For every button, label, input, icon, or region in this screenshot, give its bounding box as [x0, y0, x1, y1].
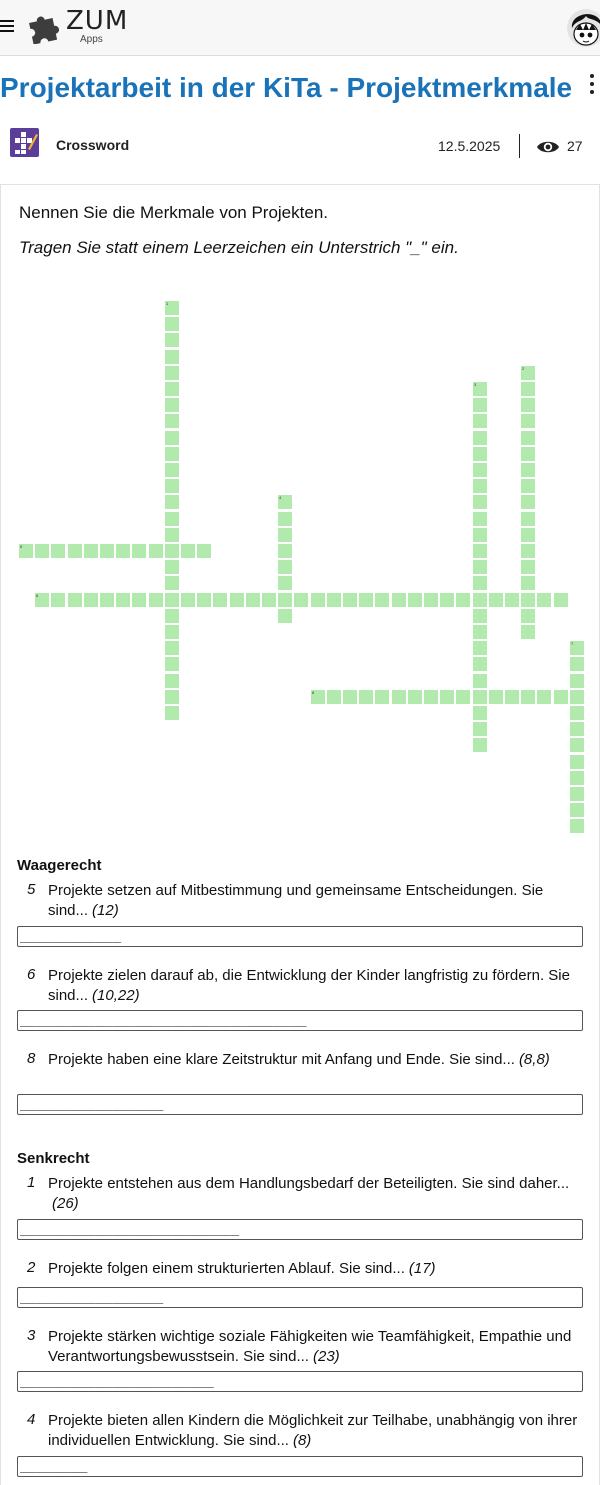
crossword-cell[interactable] — [165, 366, 179, 380]
crossword-cell[interactable] — [262, 593, 276, 607]
crossword-cell[interactable] — [473, 625, 487, 639]
crossword-type-icon — [10, 128, 39, 157]
crossword-cell[interactable] — [570, 657, 584, 671]
crossword-cell[interactable] — [116, 544, 130, 558]
crossword-cell[interactable] — [473, 398, 487, 412]
crossword-cell[interactable] — [489, 690, 503, 704]
logo-subtext: Apps — [80, 34, 103, 45]
crossword-cell[interactable] — [473, 544, 487, 558]
crossword-cell[interactable] — [165, 576, 179, 590]
logo-text: ZUM — [66, 6, 129, 36]
crossword-cell[interactable] — [213, 593, 227, 607]
crossword-cell[interactable] — [521, 625, 535, 639]
crossword-cell[interactable] — [165, 641, 179, 655]
crossword-cell[interactable] — [521, 414, 535, 428]
crossword-cell[interactable] — [521, 447, 535, 461]
view-count: 27 — [567, 138, 583, 154]
crossword-cell[interactable] — [554, 593, 568, 607]
crossword-cell[interactable] — [440, 690, 454, 704]
crossword-cell[interactable] — [68, 544, 82, 558]
cell-number: 1 — [166, 301, 169, 306]
more-options-icon[interactable] — [586, 74, 598, 98]
crossword-cell[interactable] — [408, 690, 422, 704]
crossword-cell[interactable] — [278, 560, 292, 574]
crossword-cell[interactable] — [473, 560, 487, 574]
crossword-cell[interactable] — [165, 479, 179, 493]
clue-number: 8 — [27, 1050, 36, 1067]
crossword-cell[interactable] — [521, 690, 535, 704]
cell-number: 8 — [312, 690, 315, 695]
crossword-cell[interactable] — [505, 593, 519, 607]
crossword-cell[interactable] — [165, 382, 179, 396]
crossword-cell[interactable] — [165, 495, 179, 509]
crossword-cell[interactable] — [521, 528, 535, 542]
crossword-cell[interactable] — [473, 479, 487, 493]
task-instruction: Nennen Sie die Merkmale von Projekten. — [19, 203, 328, 222]
crossword-cell[interactable] — [343, 690, 357, 704]
crossword-cell[interactable] — [392, 690, 406, 704]
crossword-cell[interactable] — [570, 690, 584, 704]
clue-number: 5 — [27, 881, 36, 898]
crossword-cell[interactable] — [473, 414, 487, 428]
crossword-cell[interactable] — [100, 593, 114, 607]
crossword-cell[interactable] — [197, 544, 211, 558]
crossword-cell[interactable] — [165, 350, 179, 364]
crossword-cell[interactable] — [473, 738, 487, 752]
across-title: Waagerecht — [17, 857, 102, 874]
crossword-cell[interactable] — [473, 593, 487, 607]
crossword-cell[interactable] — [521, 560, 535, 574]
crossword-cell[interactable] — [473, 609, 487, 623]
crossword-cell[interactable] — [84, 593, 98, 607]
crossword-cell[interactable] — [489, 593, 503, 607]
answer-input[interactable]: __________________________ — [17, 1219, 583, 1240]
clue-text: Projekte folgen einem strukturierten Ablauf. Sie sind... (17) — [48, 1260, 436, 1277]
puzzle-icon — [26, 8, 62, 44]
crossword-cell[interactable] — [165, 674, 179, 688]
answer-input[interactable]: _________________ — [17, 1094, 583, 1115]
zum-apps-logo[interactable] — [26, 8, 128, 48]
crossword-cell[interactable] — [278, 512, 292, 526]
crossword-cell[interactable] — [165, 625, 179, 639]
crossword-cell[interactable] — [359, 593, 373, 607]
crossword-cell[interactable] — [165, 706, 179, 720]
crossword-cell[interactable] — [537, 690, 551, 704]
publish-date: 12.5.2025 — [438, 138, 501, 154]
crossword-cell[interactable] — [132, 544, 146, 558]
crossword-cell[interactable] — [521, 366, 535, 380]
crossword-cell[interactable] — [359, 690, 373, 704]
crossword-cell[interactable] — [473, 706, 487, 720]
crossword-cell[interactable] — [473, 512, 487, 526]
crossword-cell[interactable] — [51, 593, 65, 607]
crossword-cell[interactable] — [375, 593, 389, 607]
cell-number: 6 — [36, 593, 39, 598]
crossword-cell[interactable] — [521, 593, 535, 607]
crossword-cell[interactable] — [165, 512, 179, 526]
crossword-cell[interactable] — [278, 576, 292, 590]
crossword-cell[interactable] — [570, 787, 584, 801]
clue-length: (12) — [92, 902, 119, 919]
crossword-cell[interactable] — [521, 431, 535, 445]
crossword-cell[interactable] — [294, 593, 308, 607]
crossword-cell[interactable] — [181, 593, 195, 607]
crossword-cell[interactable] — [473, 463, 487, 477]
crossword-cell[interactable] — [456, 690, 470, 704]
crossword-cell[interactable] — [473, 657, 487, 671]
crossword-cell[interactable] — [197, 593, 211, 607]
crossword-cell[interactable] — [165, 609, 179, 623]
crossword-cell[interactable] — [165, 560, 179, 574]
cell-number: 7 — [571, 641, 574, 646]
clue-length: (23) — [312, 1348, 340, 1365]
crossword-cell[interactable] — [570, 674, 584, 688]
crossword-cell[interactable] — [278, 609, 292, 623]
cell-number: 4 — [279, 495, 282, 500]
eye-icon — [536, 139, 560, 155]
crossword-cell[interactable] — [521, 544, 535, 558]
crossword-cell[interactable] — [311, 593, 325, 607]
crossword-cell[interactable] — [473, 690, 487, 704]
crossword-cell[interactable] — [311, 690, 325, 704]
answer-input[interactable]: ________ — [17, 1456, 583, 1477]
answer-input[interactable]: ____________ — [17, 926, 583, 947]
crossword-cell[interactable] — [181, 544, 195, 558]
crossword-cell[interactable] — [521, 609, 535, 623]
crossword-cell[interactable] — [149, 544, 163, 558]
top-bar — [0, 0, 600, 56]
crossword-cell[interactable] — [570, 755, 584, 769]
crossword-cell[interactable] — [521, 512, 535, 526]
crossword-cell[interactable] — [408, 593, 422, 607]
crossword-cell[interactable] — [505, 690, 519, 704]
clue-number: 6 — [27, 966, 36, 983]
cell-number: 3 — [474, 382, 477, 387]
crossword-cell[interactable] — [570, 819, 584, 833]
crossword-cell[interactable] — [343, 593, 357, 607]
crossword-cell[interactable] — [424, 690, 438, 704]
crossword-cell[interactable] — [456, 593, 470, 607]
clue-number: 1 — [27, 1174, 36, 1191]
crossword-cell[interactable] — [19, 544, 33, 558]
crossword-cell[interactable] — [165, 333, 179, 347]
clue-text: Projekte stärken wichtige soziale Fähigkeiten wie Teamfähigkeit, Empathie und Verantwortungsbewusstsein. Sie sind... (23) — [48, 1328, 572, 1365]
down-title: Senkrecht — [17, 1150, 90, 1167]
crossword-cell[interactable] — [68, 593, 82, 607]
clue-length: (8,8) — [518, 1051, 550, 1068]
clue-number: 3 — [27, 1327, 36, 1344]
cell-number: 5 — [20, 544, 23, 549]
answer-input[interactable]: _________________ — [17, 1287, 583, 1308]
crossword-cell[interactable] — [100, 544, 114, 558]
crossword-cell[interactable] — [165, 657, 179, 671]
crossword-cell[interactable] — [165, 690, 179, 704]
crossword-cell[interactable] — [521, 479, 535, 493]
crossword-cell[interactable] — [440, 593, 454, 607]
user-avatar[interactable] — [566, 6, 600, 50]
crossword-cell[interactable] — [473, 576, 487, 590]
cell-number: 2 — [522, 366, 525, 371]
crossword-cell[interactable] — [473, 431, 487, 445]
crossword-cell[interactable] — [473, 447, 487, 461]
crossword-cell[interactable] — [165, 544, 179, 558]
clue-text: Projekte entstehen aus dem Handlungsbedarf der Beteiligten. Sie sind daher...(26) — [48, 1175, 570, 1212]
crossword-cell[interactable] — [537, 593, 551, 607]
content-type-label: Crossword — [56, 137, 130, 153]
menu-icon[interactable] — [0, 20, 14, 34]
crossword-cell[interactable] — [278, 544, 292, 558]
crossword-cell[interactable] — [165, 528, 179, 542]
crossword-cell[interactable] — [392, 593, 406, 607]
crossword-cell[interactable] — [51, 544, 65, 558]
clue-number: 2 — [27, 1259, 36, 1276]
meta-divider — [519, 134, 520, 158]
crossword-cell[interactable] — [570, 771, 584, 785]
crossword-cell[interactable] — [570, 641, 584, 655]
crossword-cell[interactable] — [375, 690, 389, 704]
page-title: Projektarbeit in der KiTa - Projektmerkmale — [0, 72, 573, 103]
clue-text: Projekte setzen auf Mitbestimmung und gemeinsame Entscheidungen. Sie sind... (12) — [48, 882, 544, 919]
crossword-cell[interactable] — [473, 382, 487, 396]
answer-input[interactable]: _______________________ — [17, 1371, 583, 1392]
crossword-cell[interactable] — [521, 382, 535, 396]
crossword-cell[interactable] — [327, 593, 341, 607]
crossword-cell[interactable] — [327, 690, 341, 704]
crossword-cell[interactable] — [165, 463, 179, 477]
crossword-cell[interactable] — [165, 317, 179, 331]
crossword-cell[interactable] — [521, 495, 535, 509]
crossword-cell[interactable] — [473, 722, 487, 736]
crossword-cell[interactable] — [84, 544, 98, 558]
crossword-cell[interactable] — [35, 544, 49, 558]
crossword-cell[interactable] — [278, 528, 292, 542]
crossword-cell[interactable] — [570, 706, 584, 720]
clue-length: (26) — [52, 1195, 79, 1212]
crossword-cell[interactable] — [521, 463, 535, 477]
crossword-cell[interactable] — [132, 593, 146, 607]
crossword-cell[interactable] — [116, 593, 130, 607]
crossword-cell[interactable] — [570, 722, 584, 736]
crossword-cell[interactable] — [473, 674, 487, 688]
crossword-cell[interactable] — [424, 593, 438, 607]
crossword-cell[interactable] — [521, 576, 535, 590]
clue-text: Projekte bieten allen Kindern die Möglichkeit zur Teilhabe, unabhängig von ihrer individuellen Entwicklung. Sie sind... (8) — [48, 1412, 578, 1449]
task-hint: Tragen Sie statt einem Leerzeichen ein Unterstrich "_" ein. — [19, 238, 459, 257]
crossword-cell[interactable] — [570, 803, 584, 817]
crossword-cell[interactable] — [278, 593, 292, 607]
crossword-cell[interactable] — [35, 593, 49, 607]
crossword-cell[interactable] — [165, 398, 179, 412]
crossword-cell[interactable] — [554, 690, 568, 704]
crossword-cell[interactable] — [230, 593, 244, 607]
crossword-cell[interactable] — [521, 398, 535, 412]
clue-length: (17) — [408, 1260, 436, 1277]
crossword-cell[interactable] — [165, 447, 179, 461]
clue-length: (8) — [292, 1432, 312, 1449]
crossword-cell[interactable] — [570, 738, 584, 752]
clue-number: 4 — [27, 1411, 36, 1428]
crossword-cell[interactable] — [149, 593, 163, 607]
crossword-cell[interactable] — [165, 593, 179, 607]
crossword-cell[interactable] — [278, 495, 292, 509]
answer-input[interactable]: __________________________________ — [17, 1010, 583, 1031]
crossword-cell[interactable] — [165, 301, 179, 315]
crossword-cell[interactable] — [473, 641, 487, 655]
crossword-cell[interactable] — [246, 593, 260, 607]
crossword-cell[interactable] — [165, 431, 179, 445]
crossword-cell[interactable] — [165, 414, 179, 428]
crossword-cell[interactable] — [473, 495, 487, 509]
crossword-cell[interactable] — [473, 528, 487, 542]
clue-text: Projekte zielen darauf ab, die Entwicklung der Kinder langfristig zu fördern. Sie sind... (10,22) — [48, 967, 570, 1004]
clue-text: Projekte haben eine klare Zeitstruktur mit Anfang und Ende. Sie sind... (8,8) — [48, 1051, 550, 1068]
clue-length: (10,22) — [92, 987, 140, 1004]
